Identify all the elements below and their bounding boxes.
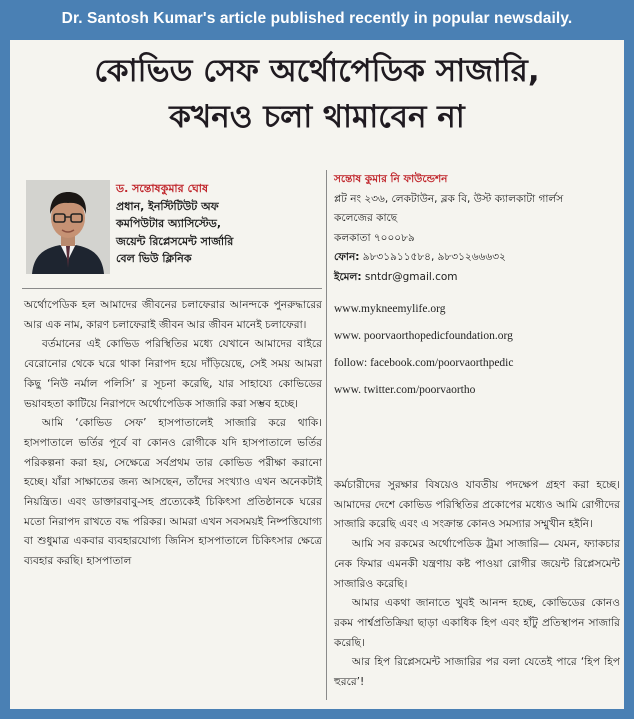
article-column-left [24,296,322,572]
article-column-right [334,476,620,693]
author-portrait-image [26,180,110,274]
article-paragraph: বর্তমানের এই কোভিড পরিস্থিতির মধ্যে যেখানে আমাদের বাইরে বেরোনোর থেকে ঘরে থাকা নিরাপদ হয়ে দাঁড়িয়েছে, সেই সময় আমরা কিছু ‘নিউ নর্মাল পলিসি’ র সূচনা করেছি, যার সাহায্যে কোভিডের ভয়াবহতা কাটিয়ে নিরাপদে অর্থোপেডিক সাজারি করা সম্ভব হচ্ছে। [24,338,322,410]
article-paragraph: আমার একথা জানাতে খুবই আনন্দ হচ্ছে, কোভিডের কোনও রকম পার্শ্বপ্রতিক্রিয়া ছাড়া একাধিক হিপ এবং হাঁটু প্রতিস্থাপন সাজারি করেছি। [334,597,620,649]
foundation-address: কলেজের কাছে [334,212,398,224]
website-link: www.mykneemylife.org [334,303,446,315]
foundation-email [334,268,619,288]
email-address: sntdr@gmail.com [364,270,458,283]
phone-numbers: ৯৮৩১৯১১৫৮৪, ৯৮৩১২৬৬৬৩২ [362,251,506,263]
headline-line-2: কখনও চলা থামাবেন না [169,99,465,135]
banner-caption: Dr. Santosh Kumar's article published recently in popular newsdaily. [61,10,573,27]
twitter-link: www. twitter.com/poorvaortho [334,384,476,396]
website-link: www. poorvaorthopedicfoundation.org [334,330,513,342]
author-line: জয়েন্ট রিপ্লেসমেন্ট সার্জারি [116,234,234,248]
web-links [334,296,619,404]
article-paragraph: আর হিপ রিপ্লেসমেন্ট সাজারির পর বলা যেতেই পারে ‘হিপ হিপ হুররে’! [334,656,620,689]
foundation-address: প্লট নং ২৩৬, লেকটাউন, ব্লক বি, উস্ট ক্যালকাটা গার্লস [334,192,564,205]
email-label: ইমেল: [334,270,362,283]
phone-label: ফোন: [334,251,360,263]
newspaper-clipping [10,40,624,709]
article-paragraph: অর্থোপেডিক হল আমাদের জীবনের চলাফেরার আনন্দকে পুনরুদ্ধারের আর এক নাম, কারণ চলাফেরাই জীবন আর জীবন মানেই চলাফেরা। [24,299,322,331]
foundation-name: সন্তোষ কুমার নি ফাউন্ডেশন [334,173,448,185]
author-photo [26,180,110,274]
author-info [116,180,320,268]
author-line: কমপিউটার অ্যাসিস্টেড, [116,217,222,230]
article-headline [10,48,624,140]
column-divider [326,170,327,700]
foundation-city: কলকাতা ৭০০০৮৯ [334,231,415,244]
foundation-phone [334,248,619,268]
article-paragraph: আমি সব রকমের অর্থোপেডিক ট্রমা সাজারি— যেমন, ফ্যাকচার নেক ফিমার এমনকী যন্ত্রণায় কষ্ট পাওয়া রোগীর জয়েন্ট রিপ্লেসমেন্ট সাজারিও করেছি। [334,538,620,590]
facebook-link: follow: facebook.com/poorvaorthpedic [334,357,514,369]
headline-line-1: কোভিড সেফ অর্থোপেডিক সাজারি, [94,53,540,89]
foundation-contact [334,170,619,287]
author-name: ড. সন্তোষকুমার ঘোষ [116,182,209,195]
section-divider [22,288,322,289]
author-line: প্রধান, ইনস্টিটিউট অফ [116,199,219,213]
article-paragraph: আমি ‘কোভিড সেফ’ হাসপাতালেই সাজারি করে থাকি। হাসপাতালে ভর্তির পূর্বে বা কোনও রোগীকে যদি হাসপাতালে ভর্তির পরিকল্পনা করা হয়, সেক্ষেত্রে সর্বপ্রথম তার কোভিড পরীক্ষা করানো হচ্ছে। যাঁরা সাক্ষাতের জন্য আসছেন, তাঁদের সংখ্যাও এখন অনেকটাই নিয়ন্ত্রিত। এবং ডাক্তারবাবু-সহ প্রত্যেকেই চিকিৎসা প্রতিষ্ঠানকে ঘরের মতো নিরাপদ রাখতে বদ্ধ পরিকর। আমরা এখন সবসময়ই নিষ্পত্তিযোগ্য বা শুধুমাত্র একবার ব্যবহারযোগ্য জিনিস হাসপাতালে চিকিৎসার ক্ষেত্রে ব্যবহার করছি। হাসপাতাল [24,417,322,568]
author-line: বেল ভিউ ক্লিনিক [116,252,192,265]
article-paragraph: কর্মচারীদের সুরক্ষার বিষয়েও যাবতীয় পদক্ষেপ গ্রহণ করা হচ্ছে। আমাদের দেশে কোভিড পরিস্থিতির প্রকোপের মধ্যেও আমি রোগীদের সাজারি করেছি এবং এ সংক্রান্ত কোনও সমস্যার সম্মুখীন হইনি। [334,479,620,531]
